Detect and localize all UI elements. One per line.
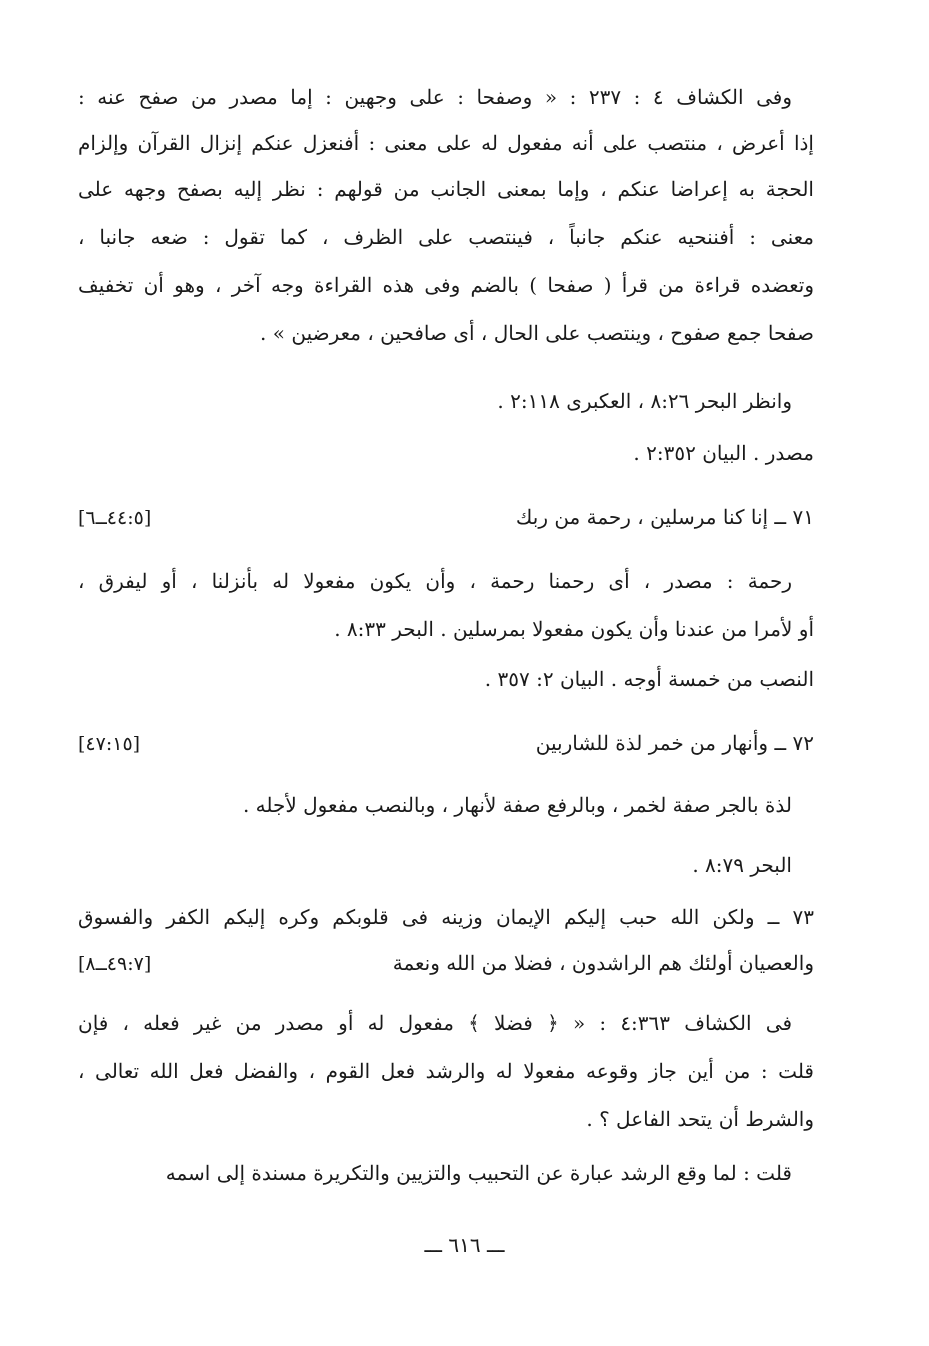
commentary-line: إذا أعرض ، منتصب على أنه مفعول له على معنى : أفنعزل عنكم إنزال القرآن وإلزام xyxy=(78,131,814,155)
commentary-line: قلت : لما وقع الرشد عبارة عن التحبيب والتزيين والتكريرة مسندة إلى اسمه xyxy=(165,1161,792,1185)
reference-line: وانظر البحر ٨:٢٦ ، العكبرى ٢:١١٨ . xyxy=(497,389,792,413)
reference-line: النصب من خمسة أوجه . البيان ٢: ٣٥٧ . xyxy=(484,667,814,691)
commentary-line: والشرط أن يتحد الفاعل ؟ . xyxy=(586,1107,814,1131)
verse-reference: [٤٩:٧ــ٨] xyxy=(78,953,152,975)
verse-reference: [٤٤:٥ــ٦] xyxy=(78,507,152,529)
verse-text: ٧٣ ــ ولكن الله حبب إليكم الإيمان وزينه فى قلوبكم وكره إليكم الكفر والفسوق xyxy=(78,905,814,929)
commentary-line: لذة بالجر صفة لخمر ، وبالرفع صفة لأنهار ، وبالنصب مفعول لأجله . xyxy=(242,793,792,817)
commentary-line: رحمة : مصدر ، أى رحمنا رحمة ، وأن يكون مفعولا له بأنزلنا ، أو ليفرق ، xyxy=(78,569,792,593)
commentary-line: وفى الكشاف ٤ : ٢٣٧ : « وصفحا : على وجهين : إما مصدر من صفح عنه : xyxy=(78,85,792,109)
verse-heading xyxy=(78,502,814,533)
commentary-line: أو لأمرا من عندنا وأن يكون مفعولا بمرسلين . البحر ٨:٣٣ . xyxy=(334,617,814,641)
commentary-line: معنى : أفننحيه عنكم جانباً ، فينتصب على الظرف ، كما تقول : ضعه جانبا ، xyxy=(78,225,814,249)
verse-text: ٧٢ ــ وأنهار من خمر لذة للشاربين xyxy=(535,731,814,755)
commentary-line: قلت : من أين جاز وقوعه مفعولا له والرشد فعل القوم ، والفضل فعل الله تعالى ، xyxy=(78,1059,814,1083)
verse-text: والعصيان أولئك هم الراشدون ، فضلا من الله ونعمة xyxy=(392,951,814,975)
commentary-line: وتعضده قراءة من قرأ ( صفحا ) بالضم وفى هذه القراءة وجه آخر ، وهو أن تخفيف xyxy=(78,273,814,297)
commentary-line: صفحا جمع صفوح ، وينتصب على الحال ، أى صافحين ، معرضين » . xyxy=(260,321,814,345)
verse-heading xyxy=(78,728,814,759)
commentary-line: فى الكشاف ٤:٣٦٣ : « ﴿ فضلا ﴾ مفعول له أو مصدر من غير فعله ، فإن xyxy=(78,1011,793,1035)
verse-text: ٧١ ــ إنا كنا مرسلين ، رحمة من ربك xyxy=(515,505,814,529)
page-number: ـــ ٦١٦ ـــ xyxy=(424,1233,505,1257)
commentary-line: الحجة به إعراضا عنكم ، وإما بمعنى الجانب من قولهم : نظر إليه بصفح وجهه على xyxy=(78,177,814,201)
verse-reference: [٤٧:١٥] xyxy=(78,733,141,755)
reference-line: مصدر . البيان ٢:٣٥٢ . xyxy=(633,441,814,465)
reference-line: البحر ٨:٧٩ . xyxy=(692,853,792,877)
verse-heading xyxy=(78,948,814,979)
